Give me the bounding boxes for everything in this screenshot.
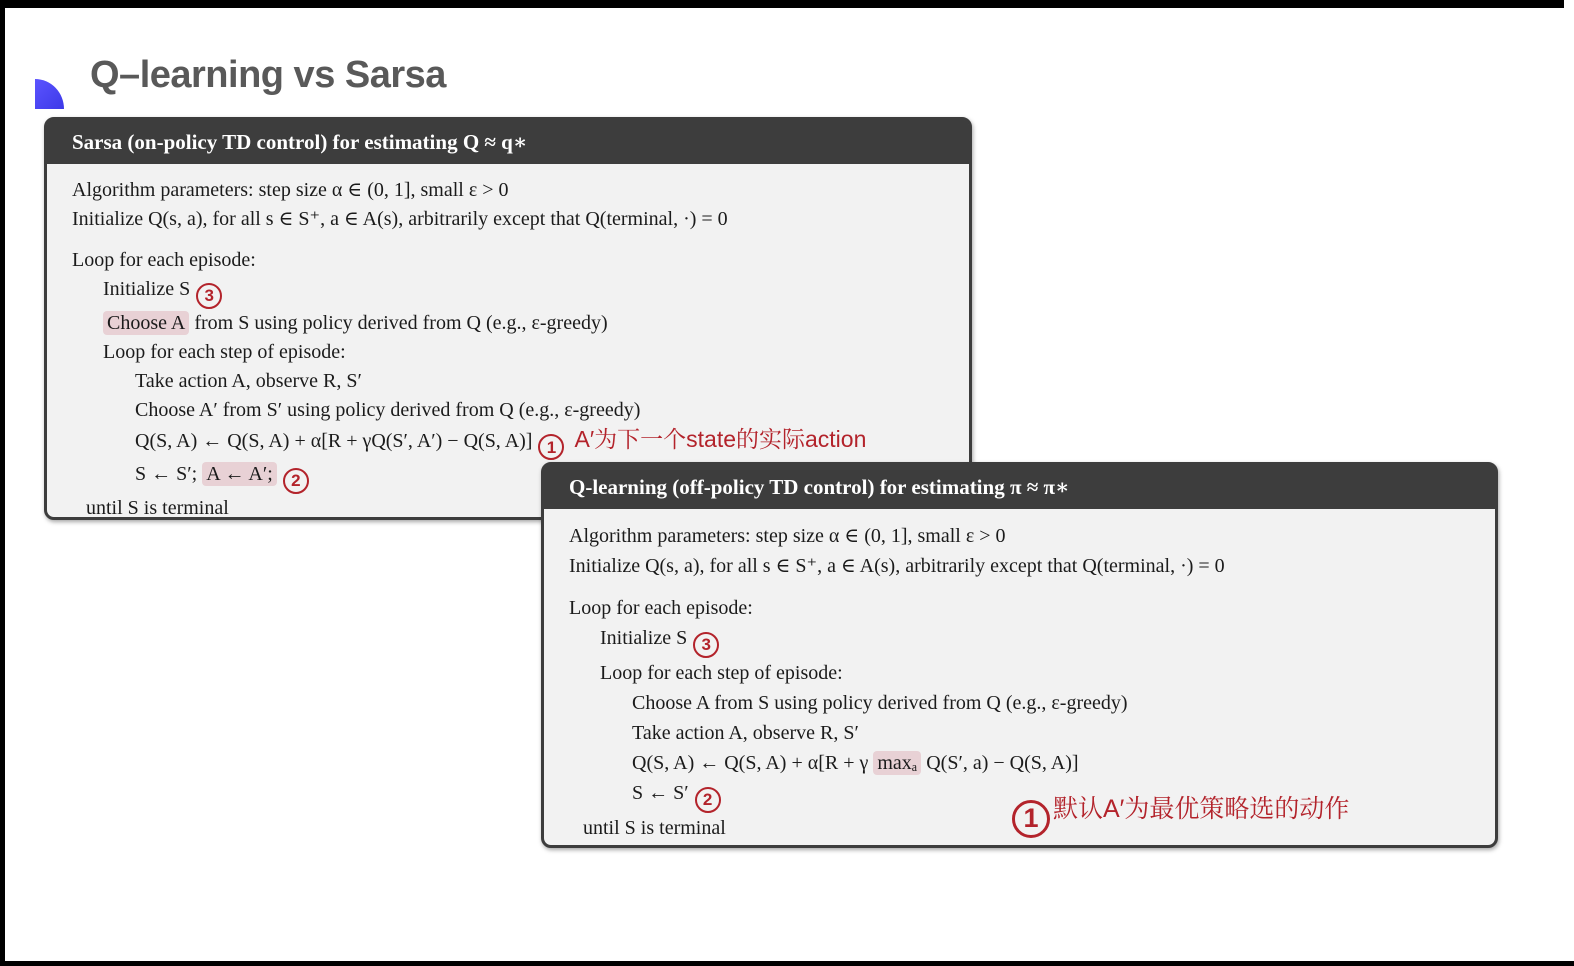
circled-number-marker: 2 [283, 468, 309, 494]
text-segment: Algorithm parameters: step size α ∈ (0, 1], small ε > 0 [569, 525, 1006, 547]
text-segment: Loop for each episode: [72, 249, 256, 271]
text-segment: Initialize Q(s, a), for all s ∈ S⁺, a ∈ A(s), arbitrarily except that Q(terminal, ·) = 0 [569, 555, 1225, 577]
qlearning-algorithm-box [541, 462, 1498, 848]
qlearning-box-header: Q-learning (off-policy TD control) for estimating π ≈ π∗ [544, 465, 1495, 509]
text-segment: until S is terminal [86, 496, 229, 519]
text-segment: Loop for each step of episode: [600, 662, 843, 684]
highlighted-text: Choose A [103, 311, 189, 335]
algorithm-line [632, 718, 1495, 748]
text-segment: S ← S′; [135, 463, 203, 485]
frame-bottom-border [0, 961, 1574, 966]
text-segment: until S is terminal [583, 817, 726, 839]
text-segment: Take action A, observe R, S′ [135, 369, 362, 392]
red-annotation-text: A′为下一个state的实际action [574, 425, 867, 452]
algorithm-line [135, 396, 969, 425]
frame-top-border [0, 0, 1564, 8]
algorithm-line [103, 275, 969, 309]
text-segment: Algorithm parameters: step size α ∈ (0, 1], small ε > 0 [72, 179, 509, 201]
text-segment: Take action A, observe R, S′ [632, 722, 859, 744]
text-segment: Initialize S [103, 278, 191, 300]
text-segment: Initialize Q(s, a), for all s ∈ S⁺, a ∈ A(s), arbitrarily except that Q(terminal, ·) = 0 [72, 208, 728, 230]
circled-number-marker: 3 [196, 283, 222, 309]
circled-number-marker: 1 [1012, 800, 1050, 838]
red-annotation-text: 默认A′为最优策略选的动作 [1053, 795, 1350, 823]
algorithm-line [72, 205, 969, 234]
sarsa-box-header: Sarsa (on-policy TD control) for estimating Q ≈ q∗ [47, 120, 969, 164]
text-segment: Initialize S [600, 627, 688, 649]
circled-number-marker: 2 [695, 787, 721, 813]
text-segment: Q(S, A) ← Q(S, A) + α[R + γ [632, 752, 874, 774]
text-segment: Choose A from S using policy derived from Q (e.g., ε-greedy) [632, 692, 1128, 714]
algorithm-line [135, 367, 969, 396]
text-segment: from S using policy derived from Q (e.g., ε-greedy) [189, 311, 608, 334]
sarsa-algorithm-box [44, 117, 972, 520]
page-title: Q–learning vs Sarsa [90, 54, 446, 96]
algorithm-line [103, 309, 969, 338]
text-segment: Choose A′ from S′ using policy derived from Q (e.g., ε-greedy) [135, 398, 641, 421]
qlearning-red-annotation [1012, 789, 1349, 838]
algorithm-line [72, 176, 969, 205]
algorithm-line [632, 748, 1495, 778]
algorithm-line [569, 551, 1495, 581]
text-segment: Q(S, A) ← Q(S, A) + α[R + γQ(S′, A′) − Q(S, A)] [135, 429, 533, 452]
algorithm-line [600, 623, 1495, 658]
algorithm-line [72, 246, 969, 275]
quarter-circle-accent-icon [35, 79, 64, 109]
algorithm-line [632, 688, 1495, 718]
text-segment: S ← S′ [632, 782, 689, 804]
circled-number-marker: 1 [538, 434, 564, 460]
text-segment: Q(S′, a) − Q(S, A)] [921, 752, 1079, 774]
text-segment: Loop for each episode: [569, 597, 753, 619]
algorithm-line [103, 338, 969, 367]
algorithm-line [569, 593, 1495, 623]
frame-left-border [0, 0, 5, 966]
circled-number-marker: 3 [693, 632, 719, 658]
algorithm-line [569, 521, 1495, 551]
algorithm-line-with-annotation [135, 425, 969, 461]
highlighted-text: A ← A′; [202, 462, 277, 486]
highlighted-text: maxₐ [873, 751, 921, 775]
algorithm-line [600, 658, 1495, 688]
text-segment: Loop for each step of episode: [103, 340, 346, 363]
